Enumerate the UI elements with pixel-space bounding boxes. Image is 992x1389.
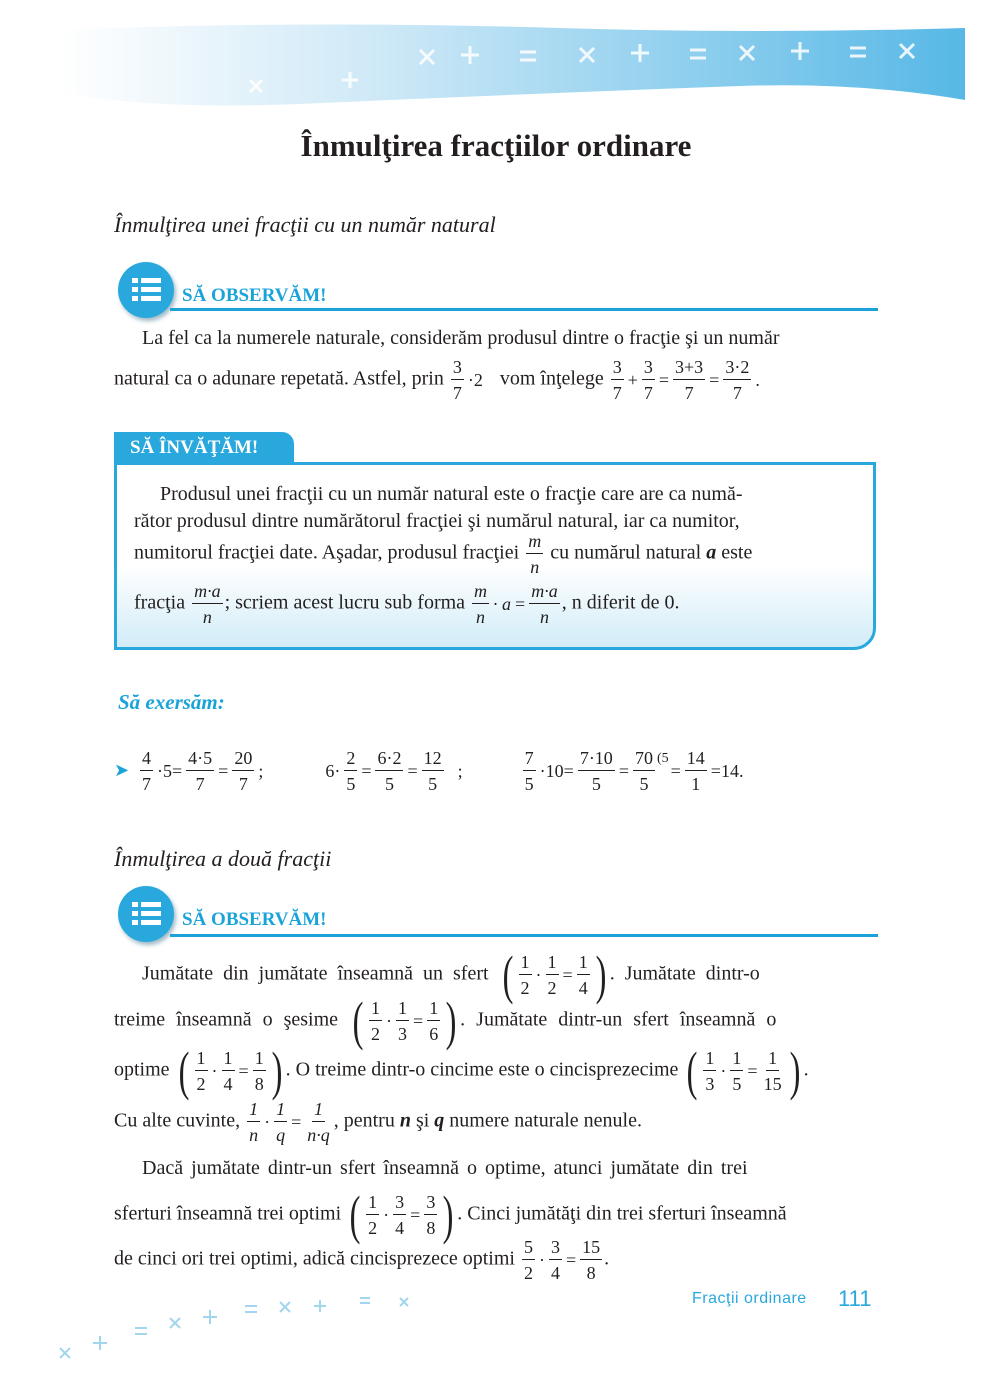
paragraph: Dacă jumătate dintr-un sfert înseamnă o optime, atunci jumătate din trei bbox=[142, 1157, 748, 1179]
paragraph-math: Cu alte cuvinte, $\frac{1}{n}$ · $\frac{1}{q}$ = $\frac{1}{n\cdot q}$ , pentru n şi q numere naturale nenule. bbox=[114, 1099, 642, 1145]
list-icon bbox=[118, 886, 174, 942]
text: treime înseamnă o şesime bbox=[114, 1008, 339, 1031]
fraction: $\frac{3}{7}$ bbox=[643, 357, 653, 403]
text: vom înţelege bbox=[499, 367, 604, 390]
list-icon bbox=[118, 262, 174, 318]
page-title: Înmulţirea fracţiilor ordinare bbox=[300, 128, 692, 163]
simplification-mark: (5 bbox=[656, 751, 669, 766]
fraction: $\frac{20}{7}$ bbox=[234, 748, 253, 795]
fraction: $\frac{3}{7}$ bbox=[612, 357, 622, 403]
observe-heading-1: SĂ OBSERVĂM! bbox=[182, 285, 327, 306]
text: , pentru bbox=[333, 1109, 395, 1132]
fraction: $\frac{m\cdot a}{n}$ bbox=[531, 581, 558, 627]
text: cu numărul natural bbox=[550, 541, 702, 564]
paragraph-math: optime ( $\frac{1}{2}$ · $\frac{1}{4}$ = $\frac{1}{8}$ ) . O treime dintr-o cincime este o cincisprezecime ( $\frac{1}{3}$ · $\frac{1}{5}$ = $\frac{1}{15}$ ) . bbox=[114, 1041, 809, 1101]
text: . Jumătate dintr-o bbox=[609, 962, 760, 985]
fraction: $\frac{7}{5}$ bbox=[524, 748, 534, 795]
header-decoration bbox=[0, 0, 992, 130]
text: ; scriem acest lucru sub forma bbox=[224, 591, 466, 614]
exercise-heading: Să exersăm: bbox=[118, 690, 225, 714]
operator: ·2 bbox=[467, 370, 483, 390]
fraction: $\frac{70}{5}$ bbox=[634, 748, 653, 795]
text: numitorul fracţiei date. Aşadar, produsul fracţiei bbox=[134, 541, 520, 564]
text: Jumătate din jumătate înseamnă un sfert bbox=[142, 962, 489, 985]
text: optime bbox=[114, 1058, 170, 1081]
text: sferturi înseamnă trei optimi bbox=[114, 1202, 342, 1225]
divider bbox=[170, 934, 878, 937]
text: fracţia bbox=[134, 591, 186, 614]
fraction: $\frac{4\cdot 5}{7}$ bbox=[188, 748, 213, 795]
fraction: $\frac{m}{n}$ bbox=[528, 531, 542, 577]
text: natural ca o adunare repetată. Astfel, prin bbox=[114, 367, 444, 390]
fraction: $\frac{3}{7}$ bbox=[452, 357, 462, 403]
fraction: $\frac{3+3}{7}$ bbox=[675, 357, 704, 403]
section-subtitle-1: Înmulţirea unei fracţii cu un număr natural bbox=[114, 212, 496, 237]
fraction: $\frac{6\cdot 2}{5}$ bbox=[377, 748, 402, 795]
text: , n diferit de 0. bbox=[561, 591, 680, 614]
text: Cu alte cuvinte, bbox=[114, 1109, 241, 1132]
fraction: $\frac{m}{n}$ bbox=[474, 581, 488, 627]
text: este bbox=[721, 541, 753, 564]
text: numere naturale nenule. bbox=[449, 1109, 642, 1132]
variable: n bbox=[399, 1109, 411, 1132]
variable: a bbox=[706, 541, 717, 564]
paragraph-math: sferturi înseamnă trei optimi ( $\frac{1}{2}$ · $\frac{3}{4}$ = $\frac{3}{8}$ ) . Cinci jumătăţi din trei sferturi înseamnă bbox=[114, 1185, 787, 1245]
text: . Jumătate dintr-un sfert înseamnă o bbox=[460, 1008, 777, 1031]
fraction: $\frac{m\cdot a}{n}$ bbox=[194, 581, 221, 627]
paragraph-math: Jumătate din jumătate înseamnă un sfert ( $\frac{1}{2}$ · $\frac{1}{2}$ = $\frac{1}{4}$ ) . Jumătate dintr-o bbox=[142, 945, 760, 1005]
fraction: $\frac{12}{5}$ bbox=[423, 748, 442, 795]
page-number: 111 bbox=[838, 1286, 872, 1311]
exercise-line: $\frac{4}{7}$ ·5= $\frac{4\cdot 5}{7}$ = $\frac{20}{7}$ ; 6· $\frac{2}{5}$ = $\frac{6\cdot 2}{5}$ = $\frac{12}{5}$ ; $\frac{7}{5}$ ·10= $\frac{7\cdot 10}{5}$ = $\frac{70}{5}$ $^{(5}$= $\frac{14}{1}$ =14. bbox=[142, 748, 744, 795]
chapter-title: Fracţii ordinare bbox=[692, 1290, 807, 1307]
paragraph: La fel ca la numerele naturale, considerăm produsul dintre o fracţie şi un număr bbox=[142, 327, 780, 349]
text: . Cinci jumătăţi din trei sferturi înseamnă bbox=[457, 1202, 787, 1225]
fraction: $\frac{7\cdot 10}{5}$ bbox=[579, 748, 613, 795]
variable: q bbox=[434, 1109, 445, 1132]
operator: · a bbox=[493, 594, 512, 614]
divider bbox=[170, 308, 878, 311]
paragraph-math: de cinci ori trei optimi, adică cincisprezece optimi $\frac{5}{2}$ · $\frac{3}{4}$ = $\frac{15}{8}$ . bbox=[114, 1237, 610, 1283]
text: şi bbox=[415, 1109, 430, 1132]
arrow-icon: ➤ bbox=[114, 760, 130, 780]
paragraph-with-math: natural ca o adunare repetată. Astfel, prin $\frac{3}{7}$ ·2 vom înţelege $\frac{3}{7}$ + $\frac{3}{7}$ = $\frac{3+3}{7}$ = $\frac{3\cdot 2}{7}$ . bbox=[114, 357, 760, 403]
fraction: $\frac{3\cdot 2}{7}$ bbox=[725, 357, 750, 403]
fraction: $\frac{14}{1}$ bbox=[686, 748, 705, 795]
learn-text: Produsul unei fracţii cu un număr natural este o fracţie care are ca numă- bbox=[160, 483, 743, 505]
learn-text: rător produsul dintre numărătorul fracţiei şi numărul natural, iar ca numitor, bbox=[134, 510, 740, 532]
text: de cinci ori trei optimi, adică cincisprezece optimi bbox=[114, 1247, 515, 1270]
learn-text-math: fracţia $\frac{m\cdot a}{n}$ ; scriem acest lucru sub forma $\frac{m}{n}$ · a = $\frac{m\cdot a}{n}$ , n diferit de 0. bbox=[134, 581, 680, 627]
learn-heading: SĂ ÎNVĂŢĂM! bbox=[114, 432, 294, 464]
text: . O treime dintr-o cincime este o cincisprezecime bbox=[285, 1058, 679, 1081]
section-subtitle-2: Înmulţirea a două fracţii bbox=[114, 846, 332, 871]
fraction: $\frac{2}{5}$ bbox=[346, 748, 356, 795]
fraction: $\frac{4}{7}$ bbox=[142, 748, 151, 795]
learn-text-math bbox=[134, 532, 752, 576]
footer-decoration bbox=[40, 1288, 460, 1368]
observe-heading-2: SĂ OBSERVĂM! bbox=[182, 909, 327, 930]
paragraph-math: treime înseamnă o şesime ( $\frac{1}{2}$ · $\frac{1}{3}$ = $\frac{1}{6}$ ) . Jumătate dintr-un sfert înseamnă o bbox=[114, 991, 777, 1051]
